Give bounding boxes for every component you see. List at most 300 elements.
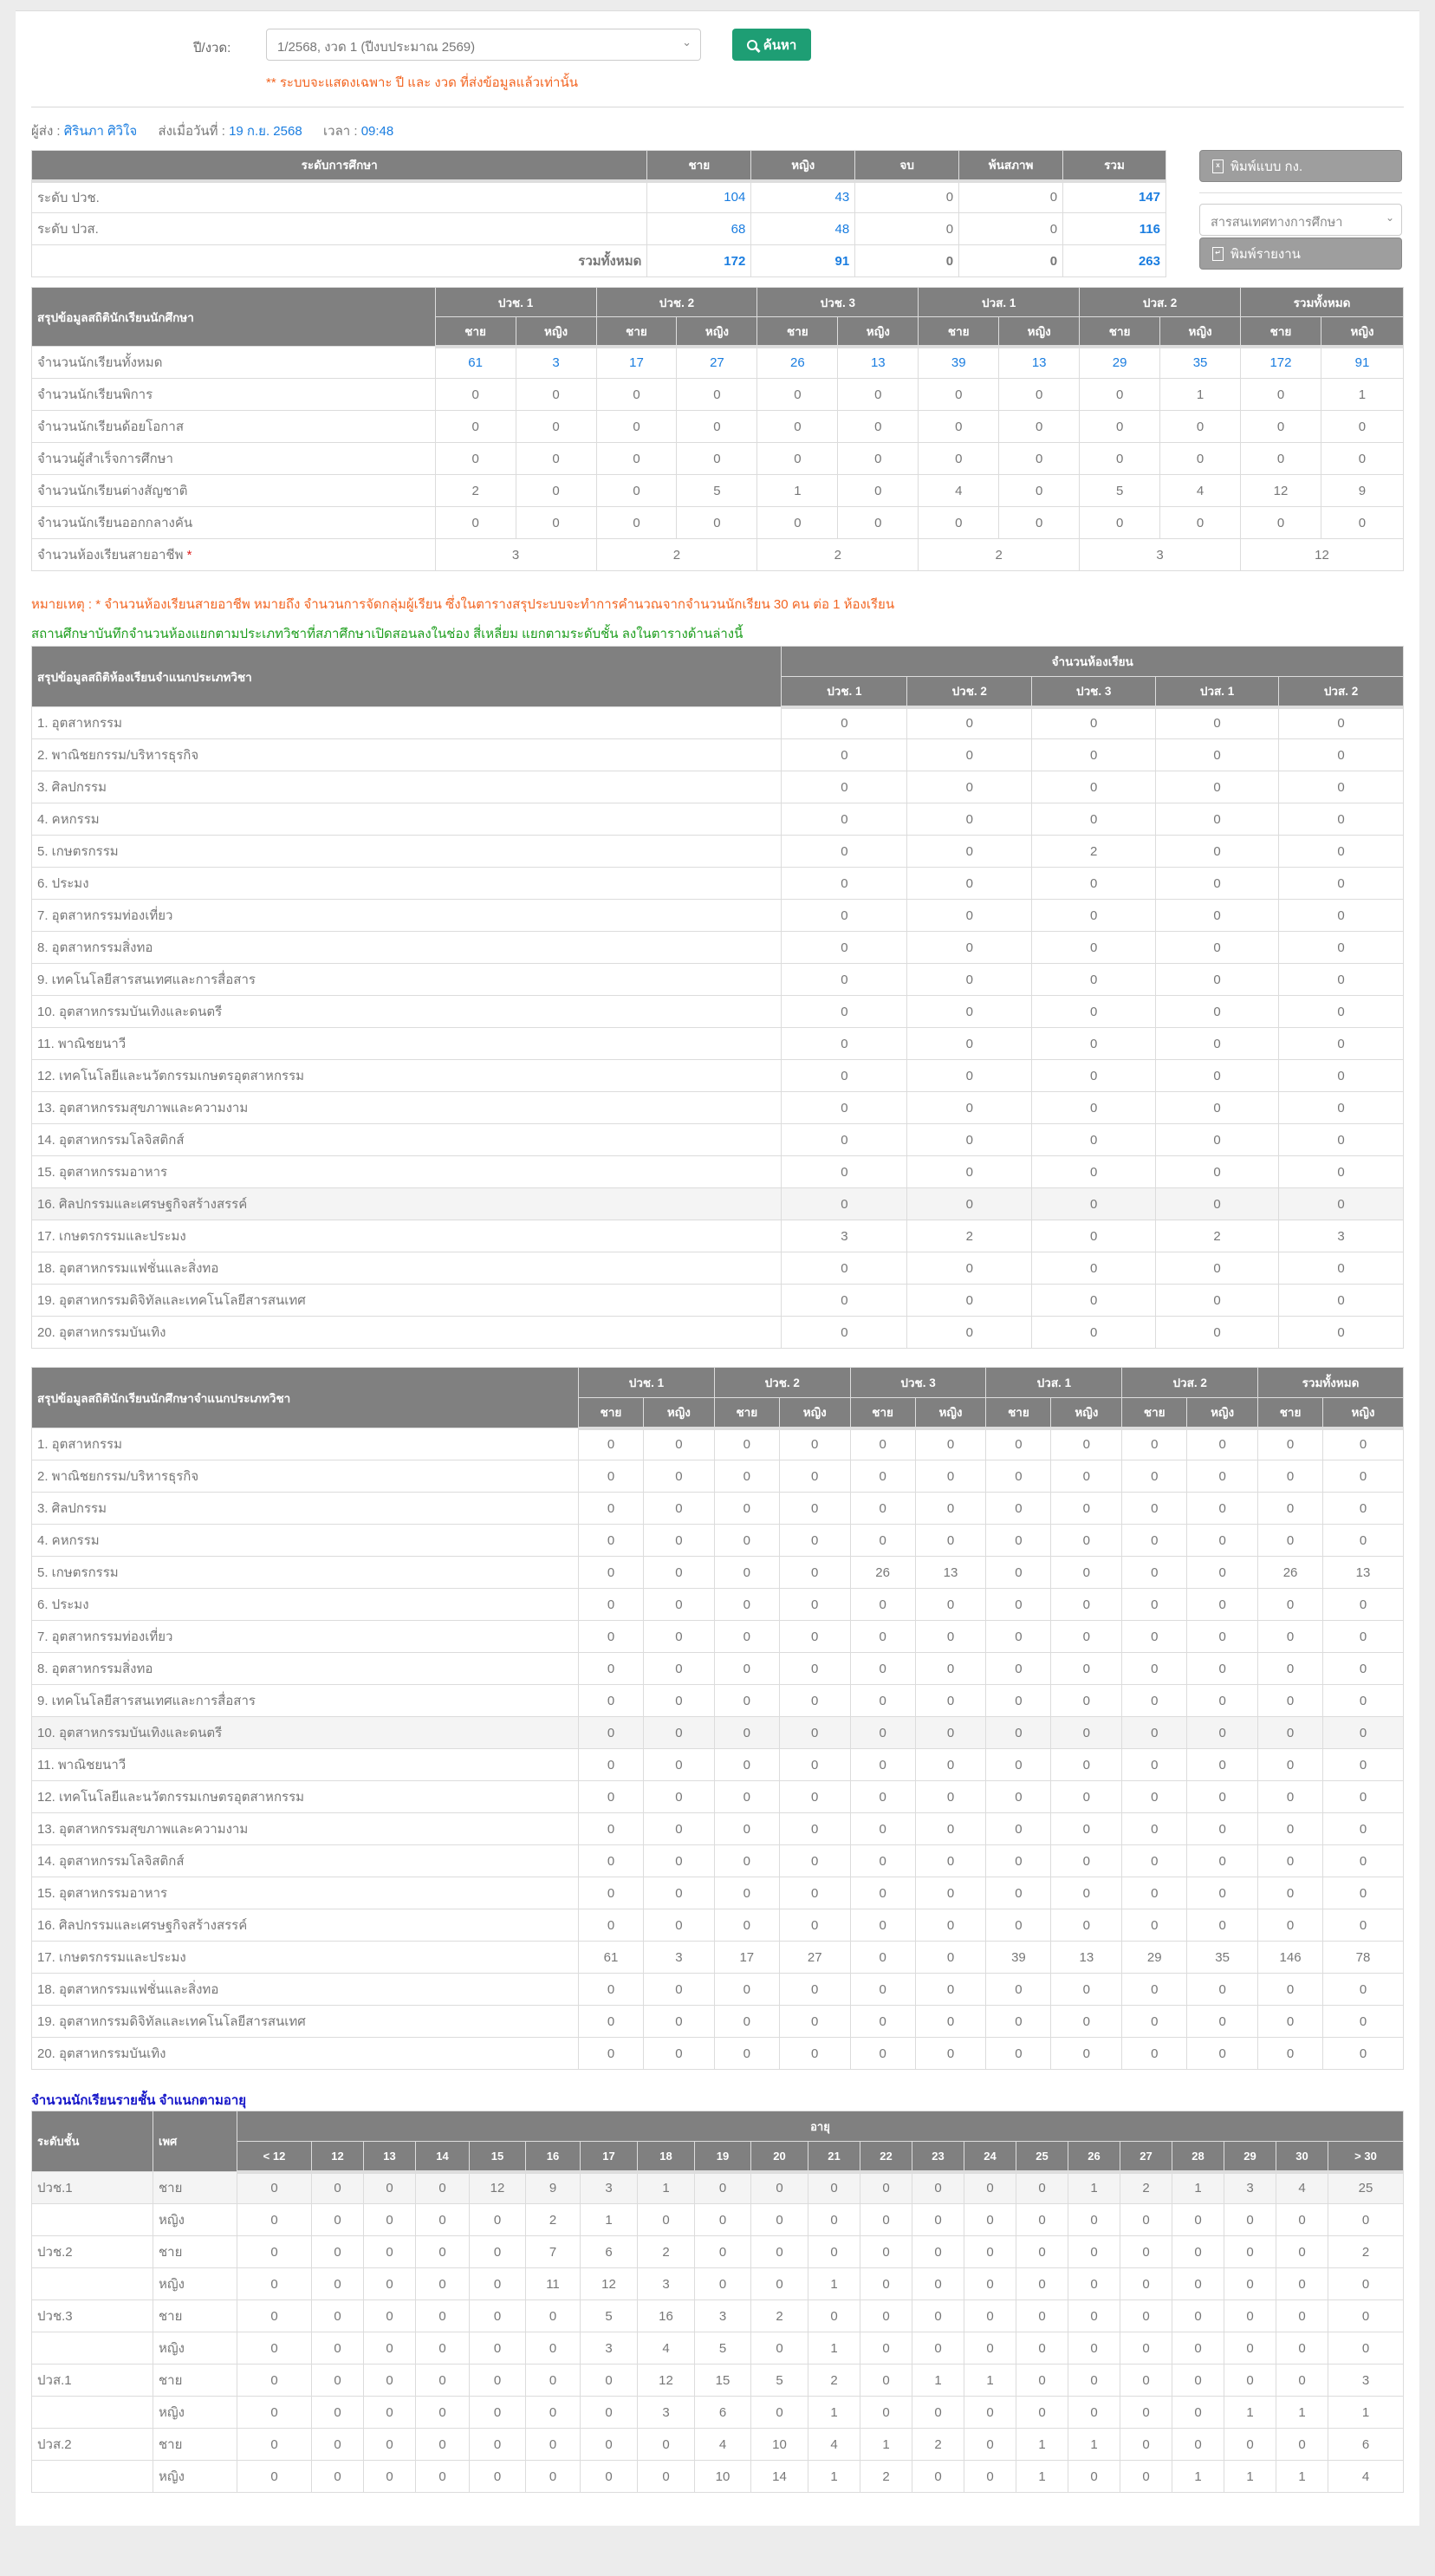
age-count-value: 4 — [638, 2332, 695, 2365]
level-female[interactable]: 43 — [751, 181, 855, 213]
age-count-value: 1 — [1328, 2397, 1404, 2429]
male-header: ชาย — [757, 317, 838, 347]
age-row-level — [32, 2461, 153, 2493]
student-count-value: 0 — [1051, 1653, 1122, 1685]
student-count-value: 0 — [915, 1493, 986, 1525]
program-name: 1. อุตสาหกรรม — [32, 707, 782, 739]
age-count-value: 0 — [1068, 2397, 1120, 2429]
age-count-value: 0 — [1016, 2236, 1068, 2268]
program-row — [32, 1589, 1404, 1621]
age-count-value: 14 — [751, 2461, 808, 2493]
age-count-value: 0 — [1068, 2300, 1120, 2332]
age-count-value: 0 — [1224, 2332, 1276, 2365]
level-left: 0 — [959, 213, 1063, 245]
level-row — [32, 181, 1166, 213]
student-count-value: 0 — [643, 1909, 714, 1942]
student-count-value: 0 — [643, 1685, 714, 1717]
stat-value: 0 — [1160, 411, 1241, 443]
age-count-value: 0 — [1224, 2429, 1276, 2461]
student-count-value: 0 — [1051, 1845, 1122, 1877]
classroom-value: 2 — [1156, 1220, 1279, 1252]
age-count-value: 0 — [581, 2429, 638, 2461]
stat-value[interactable]: 39 — [919, 347, 999, 379]
classroom-count-value: 3 — [435, 539, 596, 571]
student-count-value: 0 — [579, 1749, 644, 1781]
student-count-value: 0 — [850, 1428, 915, 1460]
classroom-value: 0 — [907, 803, 1032, 836]
student-count-value: 0 — [1187, 1845, 1258, 1877]
stat-value: 0 — [516, 379, 596, 411]
age-count-value: 0 — [1120, 2397, 1172, 2429]
student-count-value: 0 — [1122, 1877, 1187, 1909]
col-level: ระดับการศึกษา — [32, 151, 647, 181]
age-count-value: 12 — [470, 2172, 526, 2204]
stat-value[interactable]: 91 — [1321, 347, 1403, 379]
classroom-value: 0 — [1156, 1285, 1279, 1317]
age-row-gender: หญิง — [153, 2461, 237, 2493]
stat-value: 0 — [596, 379, 677, 411]
student-count-value: 0 — [714, 1525, 779, 1557]
female-header: หญิง — [643, 1398, 714, 1428]
age-count-value: 0 — [1172, 2300, 1224, 2332]
age-count-value: 0 — [1172, 2365, 1224, 2397]
age-count-value: 0 — [1172, 2204, 1224, 2236]
age-count-value: 0 — [470, 2236, 526, 2268]
stat-value[interactable]: 26 — [757, 347, 838, 379]
classroom-value: 0 — [782, 996, 907, 1028]
program-row — [32, 1685, 1404, 1717]
age-count-value: 0 — [912, 2268, 964, 2300]
filter-row — [16, 29, 1419, 63]
student-count-value: 0 — [1051, 1781, 1122, 1813]
age-count-value: 1 — [964, 2365, 1016, 2397]
classroom-value: 0 — [907, 1188, 1032, 1220]
classroom-value: 0 — [782, 836, 907, 868]
age-count-value: 0 — [1120, 2268, 1172, 2300]
age-count-value: 0 — [751, 2268, 808, 2300]
age-count-value: 0 — [1328, 2268, 1404, 2300]
stat-value: 0 — [516, 443, 596, 475]
age-count-value: 0 — [695, 2236, 751, 2268]
student-count-value: 0 — [1187, 2038, 1258, 2070]
student-count-value: 0 — [1323, 1460, 1404, 1493]
age-header: 28 — [1172, 2142, 1224, 2172]
program-row — [32, 2006, 1404, 2038]
stat-value: 0 — [1321, 411, 1403, 443]
male-header: ชาย — [579, 1398, 644, 1428]
age-count-value: 0 — [1068, 2268, 1120, 2300]
age-count-value: 2 — [808, 2365, 860, 2397]
classroom-value: 0 — [907, 1060, 1032, 1092]
stat-value: 5 — [677, 475, 757, 507]
age-count-value: 0 — [364, 2236, 416, 2268]
student-count-value: 0 — [1187, 1557, 1258, 1589]
student-count-value: 0 — [643, 1653, 714, 1685]
student-count-value: 0 — [779, 1557, 850, 1589]
student-count-value: 0 — [1258, 1813, 1323, 1845]
student-count-value: 0 — [915, 1942, 986, 1974]
program-row — [32, 771, 1404, 803]
program-name: 3. ศิลปกรรม — [32, 771, 782, 803]
student-count-value: 0 — [986, 1428, 1051, 1460]
classroom-value: 0 — [907, 1028, 1032, 1060]
student-count-value: 0 — [1323, 1685, 1404, 1717]
stat-value: 0 — [838, 443, 919, 475]
student-count-value: 0 — [1258, 2038, 1323, 2070]
program-row — [32, 1909, 1404, 1942]
classroom-value: 0 — [907, 1252, 1032, 1285]
level-male[interactable]: 68 — [647, 213, 751, 245]
student-count-value: 0 — [850, 1653, 915, 1685]
age-row-gender: หญิง — [153, 2397, 237, 2429]
program-name: 16. ศิลปกรรมและเศรษฐกิจสร้างสรรค์ — [32, 1909, 579, 1942]
student-count-value: 0 — [986, 1589, 1051, 1621]
age-count-value: 2 — [860, 2461, 912, 2493]
level-header: ปวส. 2 — [1080, 288, 1241, 317]
program-name: 5. เกษตรกรรม — [32, 836, 782, 868]
age-count-value: 5 — [581, 2300, 638, 2332]
age-row — [32, 2204, 1404, 2236]
age-count-value: 0 — [470, 2204, 526, 2236]
student-count-value: 0 — [779, 1525, 850, 1557]
student-count-value: 0 — [714, 2006, 779, 2038]
classroom-value: 0 — [1156, 803, 1279, 836]
student-count-value: 0 — [1323, 1749, 1404, 1781]
student-count-value: 0 — [579, 1557, 644, 1589]
stat-value: 12 — [1241, 475, 1321, 507]
student-count-value: 0 — [779, 2006, 850, 2038]
age-count-value: 0 — [312, 2236, 364, 2268]
age-count-value: 0 — [416, 2365, 470, 2397]
student-count-value: 0 — [986, 1717, 1051, 1749]
stat-value[interactable]: 35 — [1160, 347, 1241, 379]
student-count-value: 0 — [850, 1621, 915, 1653]
age-count-value: 0 — [860, 2397, 912, 2429]
student-count-value: 0 — [643, 1428, 714, 1460]
age-count-value: 0 — [695, 2204, 751, 2236]
stat-value: 5 — [1080, 475, 1160, 507]
classroom-value: 0 — [782, 771, 907, 803]
classroom-value: 0 — [782, 1060, 907, 1092]
classroom-value: 0 — [907, 932, 1032, 964]
classroom-value: 0 — [1032, 1220, 1156, 1252]
stat-value: 0 — [1321, 443, 1403, 475]
age-row-gender: หญิง — [153, 2204, 237, 2236]
classroom-value: 0 — [1032, 707, 1156, 739]
age-count-value: 0 — [416, 2300, 470, 2332]
student-count-value: 0 — [850, 1460, 915, 1493]
student-count-value: 0 — [1051, 1877, 1122, 1909]
stat-value: 0 — [1080, 507, 1160, 539]
stat-value: 0 — [677, 411, 757, 443]
student-count-value: 0 — [1258, 1460, 1323, 1493]
classroom-value: 0 — [1032, 868, 1156, 900]
sidebar-divider — [1199, 192, 1402, 193]
print-form-button[interactable] — [1199, 150, 1402, 182]
age-count-value: 0 — [1276, 2429, 1328, 2461]
student-count-value: 0 — [1051, 1589, 1122, 1621]
age-row — [32, 2365, 1404, 2397]
age-count-value: 6 — [1328, 2429, 1404, 2461]
age-row-gender: หญิง — [153, 2332, 237, 2365]
classroom-value: 0 — [1156, 1092, 1279, 1124]
student-count-value: 0 — [579, 1845, 644, 1877]
age-count-value: 0 — [416, 2204, 470, 2236]
student-count-value: 0 — [850, 1942, 915, 1974]
age-count-value: 0 — [1276, 2300, 1328, 2332]
student-count-value: 0 — [579, 1717, 644, 1749]
print-report-button[interactable] — [1199, 237, 1402, 270]
classroom-value: 0 — [1156, 1028, 1279, 1060]
classroom-value: 0 — [1279, 1028, 1404, 1060]
stat-value: 0 — [999, 443, 1080, 475]
student-count-value: 0 — [579, 1493, 644, 1525]
age-count-value: 0 — [1068, 2332, 1120, 2365]
stat-value: 2 — [435, 475, 516, 507]
level-header: ปวช. 1 — [579, 1368, 715, 1398]
age-count-value: 2 — [638, 2236, 695, 2268]
age-count-value: 1 — [1224, 2461, 1276, 2493]
student-count-value: 0 — [643, 2006, 714, 2038]
female-header: หญิง — [1160, 317, 1241, 347]
main-card — [16, 10, 1419, 2526]
female-header: หญิง — [1321, 317, 1403, 347]
classroom-value: 0 — [1032, 803, 1156, 836]
student-count-value: 0 — [1051, 1685, 1122, 1717]
student-count-value: 0 — [643, 1621, 714, 1653]
total-graduated: 0 — [855, 245, 959, 277]
stat-row — [32, 507, 1404, 539]
student-count-value: 0 — [1187, 1460, 1258, 1493]
student-count-value: 0 — [779, 1974, 850, 2006]
student-count-value: 0 — [1122, 1685, 1187, 1717]
stat-value[interactable]: 3 — [516, 347, 596, 379]
classroom-value: 0 — [1032, 964, 1156, 996]
age-count-value: 0 — [964, 2268, 1016, 2300]
stat-value[interactable]: 27 — [677, 347, 757, 379]
female-header: หญิง — [1187, 1398, 1258, 1428]
age-count-value: 0 — [312, 2332, 364, 2365]
program-name: 6. ประมง — [32, 1589, 579, 1621]
age-count-value: 1 — [1068, 2429, 1120, 2461]
sent-date: 19 ก.ย. 2568 — [229, 124, 302, 139]
age-count-value: 4 — [695, 2429, 751, 2461]
students-program-header-levels — [32, 1368, 1404, 1398]
student-count-value: 0 — [850, 2006, 915, 2038]
age-row-level: ปวส.2 — [32, 2429, 153, 2461]
stat-value: 0 — [919, 507, 999, 539]
level-total-row — [32, 245, 1166, 277]
level-male[interactable]: 104 — [647, 181, 751, 213]
student-count-value: 0 — [850, 1589, 915, 1621]
student-count-value: 0 — [1187, 1653, 1258, 1685]
age-count-value: 0 — [1120, 2461, 1172, 2493]
age-count-value: 0 — [416, 2172, 470, 2204]
stat-value[interactable]: 13 — [838, 347, 919, 379]
age-count-value: 0 — [526, 2332, 581, 2365]
age-count-value: 0 — [237, 2300, 312, 2332]
student-count-value: 0 — [579, 1877, 644, 1909]
classroom-value: 0 — [907, 1092, 1032, 1124]
classroom-value: 0 — [1156, 836, 1279, 868]
student-count-value: 0 — [1323, 1653, 1404, 1685]
student-count-value: 0 — [1258, 2006, 1323, 2038]
classroom-value: 0 — [1279, 964, 1404, 996]
classroom-value: 0 — [1279, 1252, 1404, 1285]
stat-value: 0 — [435, 379, 516, 411]
level-total[interactable]: 116 — [1063, 213, 1166, 245]
age-count-value: 0 — [1224, 2300, 1276, 2332]
classroom-count-value: 3 — [1080, 539, 1241, 571]
classroom-value: 0 — [1032, 739, 1156, 771]
stat-value[interactable]: 29 — [1080, 347, 1160, 379]
program-name: 3. ศิลปกรรม — [32, 1493, 579, 1525]
stat-value[interactable]: 17 — [596, 347, 677, 379]
classroom-value: 0 — [782, 932, 907, 964]
student-count-value: 0 — [779, 1493, 850, 1525]
level-total[interactable]: 147 — [1063, 181, 1166, 213]
level-graduated: 0 — [855, 213, 959, 245]
students-program-title: สรุปข้อมูลสถิตินักเรียนนักศึกษาจำแนกประเภทวิชา — [32, 1368, 579, 1428]
classroom-count-group-header: จำนวนห้องเรียน — [782, 647, 1404, 677]
level-header: ปวช. 1 — [435, 288, 596, 317]
classroom-value: 0 — [1032, 996, 1156, 1028]
classroom-value: 0 — [782, 1252, 907, 1285]
classroom-value: 0 — [1156, 1188, 1279, 1220]
classroom-value: 0 — [1279, 868, 1404, 900]
age-count-value: 0 — [964, 2429, 1016, 2461]
period-label: ปี/งวด: — [193, 41, 231, 55]
age-count-value: 0 — [416, 2429, 470, 2461]
student-stats-title: สรุปข้อมูลสถิตินักเรียนนักศึกษา — [32, 288, 436, 347]
stat-value: 0 — [1241, 379, 1321, 411]
stat-value: 1 — [757, 475, 838, 507]
age-count-value: 16 — [638, 2300, 695, 2332]
program-name: 12. เทคโนโลยีและนวัตกรรมเกษตรอุตสาหกรรม — [32, 1060, 782, 1092]
age-count-value: 3 — [581, 2332, 638, 2365]
student-count-value: 0 — [915, 1525, 986, 1557]
age-count-value: 0 — [751, 2397, 808, 2429]
age-count-value: 0 — [912, 2332, 964, 2365]
age-count-value: 0 — [964, 2332, 1016, 2365]
stat-value: 0 — [1080, 443, 1160, 475]
required-marker: * — [186, 548, 192, 563]
program-row — [32, 1428, 1404, 1460]
age-header: 14 — [416, 2142, 470, 2172]
student-count-value: 0 — [1122, 1813, 1187, 1845]
student-count-value: 0 — [1258, 1621, 1323, 1653]
age-count-value: 0 — [964, 2461, 1016, 2493]
classroom-value: 0 — [1156, 1060, 1279, 1092]
program-name: 2. พาณิชยกรรม/บริหารธุรกิจ — [32, 1460, 579, 1493]
report-type-select[interactable] — [1199, 204, 1402, 236]
age-count-value: 0 — [860, 2236, 912, 2268]
age-header: 17 — [581, 2142, 638, 2172]
male-header: ชาย — [714, 1398, 779, 1428]
col-female: หญิง — [751, 151, 855, 181]
sender-name: ศิรินภา ศิวิใจ — [63, 124, 138, 139]
student-count-value: 0 — [1323, 1589, 1404, 1621]
stat-value: 0 — [596, 443, 677, 475]
period-select[interactable] — [266, 29, 701, 61]
total-total: 263 — [1063, 245, 1166, 277]
age-count-value: 12 — [638, 2365, 695, 2397]
student-count-value: 0 — [915, 1717, 986, 1749]
student-count-value: 0 — [986, 1525, 1051, 1557]
classroom-value: 0 — [907, 739, 1032, 771]
student-count-value: 0 — [1187, 1909, 1258, 1942]
student-count-value: 0 — [579, 1460, 644, 1493]
program-name: 8. อุตสาหกรรมสิ่งทอ — [32, 1653, 579, 1685]
stat-value: 0 — [677, 379, 757, 411]
age-count-value: 1 — [860, 2429, 912, 2461]
age-count-value: 1 — [808, 2268, 860, 2300]
age-row-level — [32, 2397, 153, 2429]
stat-value[interactable]: 172 — [1241, 347, 1321, 379]
student-count-value: 0 — [1122, 1589, 1187, 1621]
level-female[interactable]: 48 — [751, 213, 855, 245]
female-header: หญิง — [516, 317, 596, 347]
age-count-value: 11 — [526, 2268, 581, 2300]
stat-value[interactable]: 13 — [999, 347, 1080, 379]
student-count-value: 0 — [1122, 1909, 1187, 1942]
age-count-value: 0 — [751, 2236, 808, 2268]
student-count-value: 0 — [850, 1493, 915, 1525]
age-count-value: 0 — [237, 2461, 312, 2493]
student-count-value: 0 — [579, 2006, 644, 2038]
age-count-value: 0 — [1224, 2365, 1276, 2397]
search-button[interactable] — [732, 29, 811, 61]
classroom-value: 0 — [1156, 932, 1279, 964]
age-count-value: 0 — [581, 2397, 638, 2429]
age-count-value: 0 — [1016, 2172, 1068, 2204]
age-count-value: 0 — [912, 2300, 964, 2332]
program-row — [32, 1252, 1404, 1285]
program-name: 19. อุตสาหกรรมดิจิทัลและเทคโนโลยีสารสนเทศ — [32, 1285, 782, 1317]
program-row — [32, 1493, 1404, 1525]
program-row — [32, 803, 1404, 836]
age-count-value: 0 — [237, 2429, 312, 2461]
program-name: 5. เกษตรกรรม — [32, 1557, 579, 1589]
student-count-value: 0 — [986, 1621, 1051, 1653]
stat-value: 0 — [435, 443, 516, 475]
stat-value[interactable]: 61 — [435, 347, 516, 379]
age-count-value: 0 — [312, 2429, 364, 2461]
stat-label: จำนวนนักเรียนพิการ — [32, 379, 436, 411]
level-header: ปวส. 1 — [919, 288, 1080, 317]
age-count-value: 0 — [364, 2429, 416, 2461]
female-header: หญิง — [1051, 1398, 1122, 1428]
age-count-value: 0 — [964, 2236, 1016, 2268]
age-count-value: 10 — [751, 2429, 808, 2461]
age-count-value: 0 — [364, 2397, 416, 2429]
classroom-count-value: 12 — [1241, 539, 1404, 571]
student-count-value: 0 — [1258, 1781, 1323, 1813]
level-header: ปวส. 2 — [1122, 1368, 1258, 1398]
age-count-value: 1 — [808, 2461, 860, 2493]
age-count-value: 0 — [964, 2204, 1016, 2236]
age-header: < 12 — [237, 2142, 312, 2172]
student-count-value: 0 — [850, 1749, 915, 1781]
student-count-value: 0 — [579, 1525, 644, 1557]
level-header: ปวช. 2 — [714, 1368, 850, 1398]
student-count-value: 0 — [643, 1525, 714, 1557]
student-count-value: 13 — [915, 1557, 986, 1589]
age-count-value: 0 — [470, 2365, 526, 2397]
age-count-value: 0 — [1172, 2429, 1224, 2461]
student-count-value: 0 — [1258, 1845, 1323, 1877]
student-count-value: 0 — [1051, 1909, 1122, 1942]
